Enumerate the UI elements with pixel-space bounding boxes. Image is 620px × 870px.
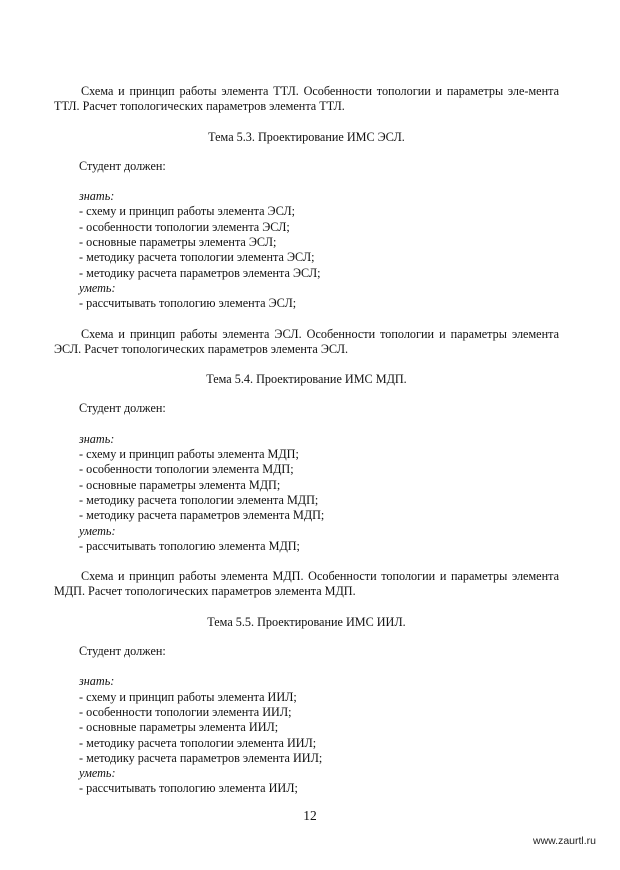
- page-content: [54, 84, 559, 797]
- site-watermark: www.zaurtl.ru: [532, 835, 596, 847]
- list-item: - схему и принцип работы элемента МДП;: [79, 447, 299, 462]
- body-paragraph: Схема и принцип работы элемента МДП. Особенности топологии и параметры элемента МДП. Расчет топологических параметров элемента МДП.: [54, 569, 559, 599]
- spacer: [54, 554, 559, 569]
- section-label: уметь:: [79, 766, 116, 781]
- list-item: - основные параметры элемента ИИЛ;: [79, 720, 279, 735]
- list-item: - методику расчета топологии элемента ИИЛ;: [79, 735, 317, 750]
- spacer: [54, 387, 559, 401]
- list-item: - рассчитывать топологию элемента ЭСЛ;: [79, 296, 297, 311]
- list-item: - рассчитывать топологию элемента ИИЛ;: [79, 781, 298, 796]
- list-item: - рассчитывать топологию элемента МДП;: [79, 538, 300, 553]
- list-item: - особенности топологии элемента ЭСЛ;: [79, 219, 290, 234]
- list-item: - схему и принцип работы элемента ИИЛ;: [79, 689, 297, 704]
- list-item: - особенности топологии элемента ИИЛ;: [79, 704, 292, 719]
- page-number: 12: [303, 808, 317, 823]
- list-item: - методику расчета параметров элемента ИИЛ;: [79, 750, 323, 765]
- spacer: [54, 630, 559, 644]
- student-must-line: Студент должен:: [79, 644, 166, 659]
- section-label: знать:: [79, 189, 115, 204]
- topic-heading: Тема 5.3. Проектирование ИМС ЭСЛ.: [208, 129, 405, 144]
- student-must-line: Студент должен:: [79, 401, 166, 416]
- spacer: [54, 417, 559, 432]
- body-paragraph: Схема и принцип работы элемента ТТЛ. Особенности топологии и параметры эле-мента ТТЛ. Расчет топологических параметров элемента ТТЛ.: [54, 84, 559, 114]
- spacer: [54, 600, 559, 615]
- list-item: - методику расчета топологии элемента МДП;: [79, 492, 319, 507]
- student-must-line: Студент должен:: [79, 158, 166, 173]
- section-label: знать:: [79, 431, 115, 446]
- list-item: - основные параметры элемента МДП;: [79, 477, 281, 492]
- spacer: [54, 659, 559, 674]
- topic-heading: Тема 5.5. Проектирование ИМС ИИЛ.: [207, 614, 406, 629]
- section-label: уметь:: [79, 280, 116, 295]
- section-label: знать:: [79, 674, 115, 689]
- list-item: - схему и принцип работы элемента ЭСЛ;: [79, 204, 296, 219]
- list-item: - особенности топологии элемента МДП;: [79, 462, 294, 477]
- spacer: [54, 312, 559, 327]
- list-item: - основные параметры элемента ЭСЛ;: [79, 235, 277, 250]
- body-paragraph: Схема и принцип работы элемента ЭСЛ. Особенности топологии и параметры элемента ЭСЛ. Расчет топологических параметров элемента ЭСЛ.: [54, 326, 559, 356]
- section-label: уметь:: [79, 523, 116, 538]
- spacer: [54, 357, 559, 372]
- list-item: - методику расчета параметров элемента ЭСЛ;: [79, 265, 321, 280]
- spacer: [54, 174, 559, 189]
- list-item: - методику расчета параметров элемента МДП;: [79, 508, 325, 523]
- spacer: [54, 115, 559, 130]
- topic-heading: Тема 5.4. Проектирование ИМС МДП.: [206, 372, 407, 387]
- list-item: - методику расчета топологии элемента ЭСЛ;: [79, 250, 315, 265]
- spacer: [54, 145, 559, 159]
